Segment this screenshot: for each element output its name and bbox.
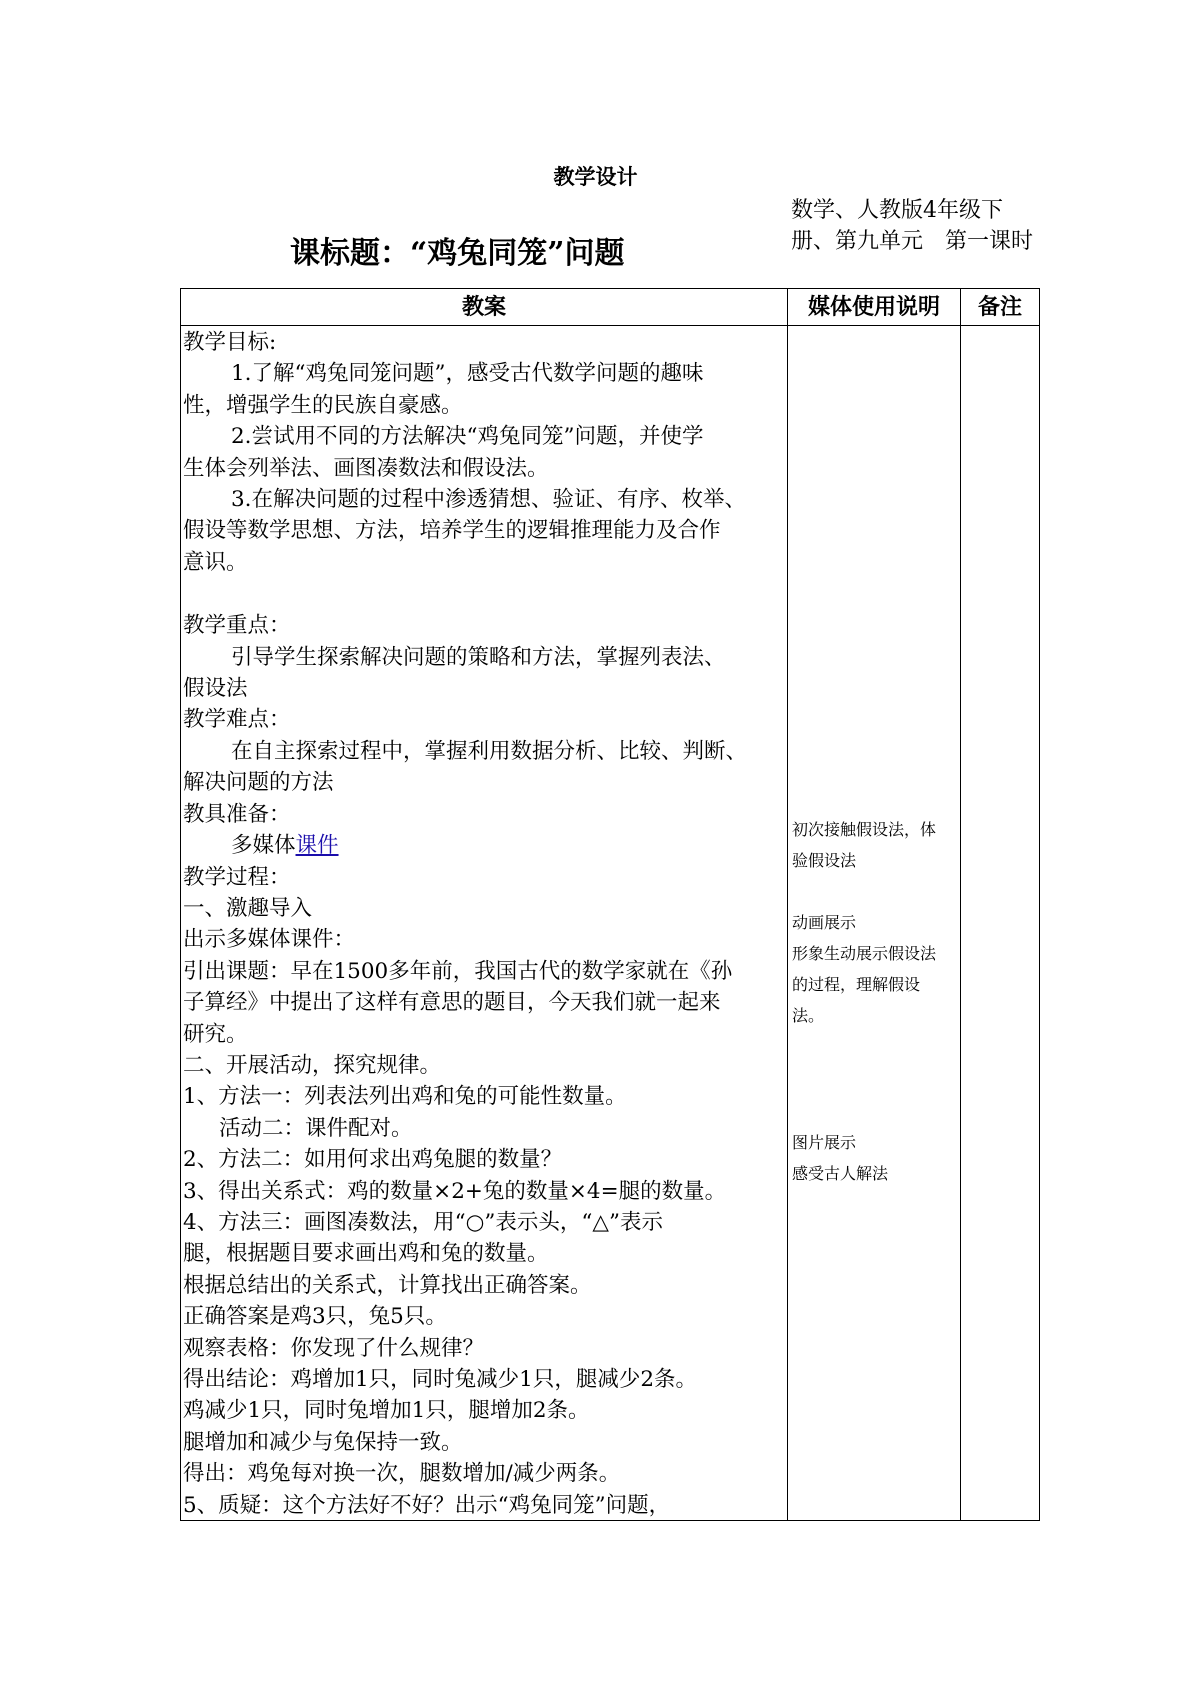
plan-line	[181, 956, 787, 987]
plan-line-text: 二、开展活动，探究规律。	[183, 1052, 442, 1078]
blank-line	[181, 578, 787, 610]
plan-line	[181, 515, 787, 546]
plan-line	[181, 1113, 787, 1144]
plan-line-text: 引导学生探索解决问题的策略和方法，掌握列表法、	[231, 644, 726, 670]
plan-line	[181, 547, 787, 578]
plan-line-text: 意识。	[183, 549, 248, 575]
column-divider	[960, 289, 961, 1520]
document-title: 教学设计	[553, 164, 638, 189]
plan-line	[181, 1081, 787, 1112]
plan-line	[181, 390, 787, 421]
plan-line	[181, 924, 787, 955]
media-note-line: 形象生动展示假设法	[792, 944, 937, 963]
plan-line-text: 3、得出关系式：鸡的数量×2+兔的数量×4=腿的数量。	[183, 1178, 727, 1204]
plan-line	[181, 799, 787, 830]
plan-line	[181, 1176, 787, 1207]
plan-line	[181, 862, 787, 893]
column-divider	[787, 289, 788, 1520]
plan-line	[181, 673, 787, 704]
course-title: 课标题：“鸡兔同笼”问题	[290, 236, 625, 271]
plan-line-text: 2、方法二：如用何求出鸡兔腿的数量？	[183, 1147, 563, 1173]
plan-line	[181, 484, 787, 515]
plan-line-text: 4、方法三：画图凑数法，用“○”表示头，“△”表示	[183, 1209, 663, 1235]
plan-line-text: 教学重点：	[183, 613, 291, 639]
plan-line	[181, 327, 787, 358]
header-lesson-plan: 教案	[461, 294, 506, 320]
plan-line-text: 在自主探索过程中，掌握利用数据分析、比较、判断、	[231, 738, 748, 764]
plan-line	[181, 1301, 787, 1332]
plan-line-text: 多媒体	[231, 833, 296, 859]
plan-line-text: 5、质疑：这个方法好不好？出示“鸡兔同笼”问题，	[183, 1492, 671, 1518]
plan-line-text: 观察表格：你发现了什么规律？	[183, 1335, 485, 1361]
plan-line	[181, 1019, 787, 1050]
plan-line	[181, 736, 787, 767]
plan-line	[181, 610, 787, 641]
plan-line-text: 3.在解决问题的过程中渗透猜想、验证、有序、枚举、	[231, 487, 747, 513]
plan-line	[181, 453, 787, 484]
plan-line-text: 性，增强学生的民族自豪感。	[183, 392, 463, 418]
plan-line	[181, 987, 787, 1018]
plan-line-text: 活动二：课件配对。	[219, 1115, 413, 1141]
plan-line-text: 教具准备：	[183, 801, 291, 827]
plan-line-text: 研究。	[183, 1021, 248, 1047]
plan-line	[181, 767, 787, 798]
media-note-line: 的过程，理解假设	[792, 975, 921, 994]
media-note-line: 图片展示	[792, 1133, 857, 1152]
plan-line-text: 引出课题：早在1500多年前，我国古代的数学家就在《孙	[183, 958, 733, 984]
plan-line-text: 假设法	[183, 676, 248, 702]
plan-line-text: 出示多媒体课件：	[183, 927, 356, 953]
plan-line-text: 教学目标:	[183, 330, 277, 355]
plan-line	[181, 1333, 787, 1364]
plan-line-text: 子算经》中提出了这样有意思的题目，今天我们就一起来	[183, 990, 721, 1016]
plan-line-text: 得出：鸡兔每对换一次，腿数增加/减少两条。	[183, 1461, 621, 1487]
media-note	[792, 814, 962, 876]
plan-line-text: 教学过程：	[183, 864, 291, 890]
plan-line	[181, 1207, 787, 1238]
plan-line-text: 正确答案是鸡3只，兔5只。	[183, 1304, 447, 1330]
plan-line	[181, 358, 787, 389]
plan-line	[181, 1270, 787, 1301]
plan-line	[181, 1395, 787, 1426]
plan-line-text: 2.尝试用不同的方法解决“鸡兔同笼”问题，并使学	[231, 424, 704, 450]
plan-line	[181, 1050, 787, 1081]
plan-line	[181, 1364, 787, 1395]
plan-line-text: 腿增加和减少与兔保持一致。	[183, 1429, 463, 1455]
lesson-table	[180, 288, 1040, 1521]
plan-line	[181, 704, 787, 735]
plan-line-text: 假设等数学思想、方法，培养学生的逻辑推理能力及合作	[183, 518, 721, 544]
plan-line	[181, 642, 787, 673]
plan-line-text: 教学难点：	[183, 707, 291, 733]
plan-line	[181, 1490, 787, 1521]
course-meta: 数学、人教版4年级下册、第九单元 第一课时	[791, 198, 1034, 254]
media-note-line: 初次接触假设法，体	[792, 820, 937, 839]
plan-line-text: 1.了解“鸡兔同笼问题”，感受古代数学问题的趣味	[231, 361, 704, 387]
plan-line	[181, 421, 787, 452]
plan-line	[181, 1458, 787, 1489]
plan-line-text: 鸡减少1只，同时兔增加1只，腿增加2条。	[183, 1398, 590, 1424]
plan-line-text: 腿，根据题目要求画出鸡和兔的数量。	[183, 1241, 549, 1267]
header-remarks: 备注	[977, 294, 1022, 320]
media-note-line: 验假设法	[792, 851, 857, 870]
plan-line-text: 生体会列举法、画图凑数法和假设法。	[183, 455, 549, 481]
media-note	[792, 1127, 962, 1189]
media-note	[792, 907, 962, 1031]
plan-line	[181, 1427, 787, 1458]
header-divider	[181, 325, 1039, 326]
plan-line-text: 得出结论：鸡增加1只，同时兔减少1只，腿减少2条。	[183, 1367, 698, 1392]
plan-line	[181, 830, 787, 861]
plan-line-text: 一、激趣导入	[183, 895, 313, 921]
header-media-notes: 媒体使用说明	[807, 294, 940, 320]
plan-line-text: 解决问题的方法	[183, 770, 334, 796]
plan-line	[181, 893, 787, 924]
plan-line-text: 1、方法一：列表法列出鸡和兔的可能性数量。	[183, 1084, 627, 1110]
media-note-line: 法。	[792, 1006, 825, 1025]
plan-line-text: 根据总结出的关系式，计算找出正确答案。	[183, 1272, 592, 1298]
plan-line	[181, 1144, 787, 1175]
media-note-line: 动画展示	[792, 913, 857, 932]
courseware-link[interactable]: 课件	[295, 833, 339, 859]
media-note-line: 感受古人解法	[792, 1164, 889, 1183]
plan-line	[181, 1238, 787, 1269]
lesson-plan-column	[181, 327, 787, 1521]
